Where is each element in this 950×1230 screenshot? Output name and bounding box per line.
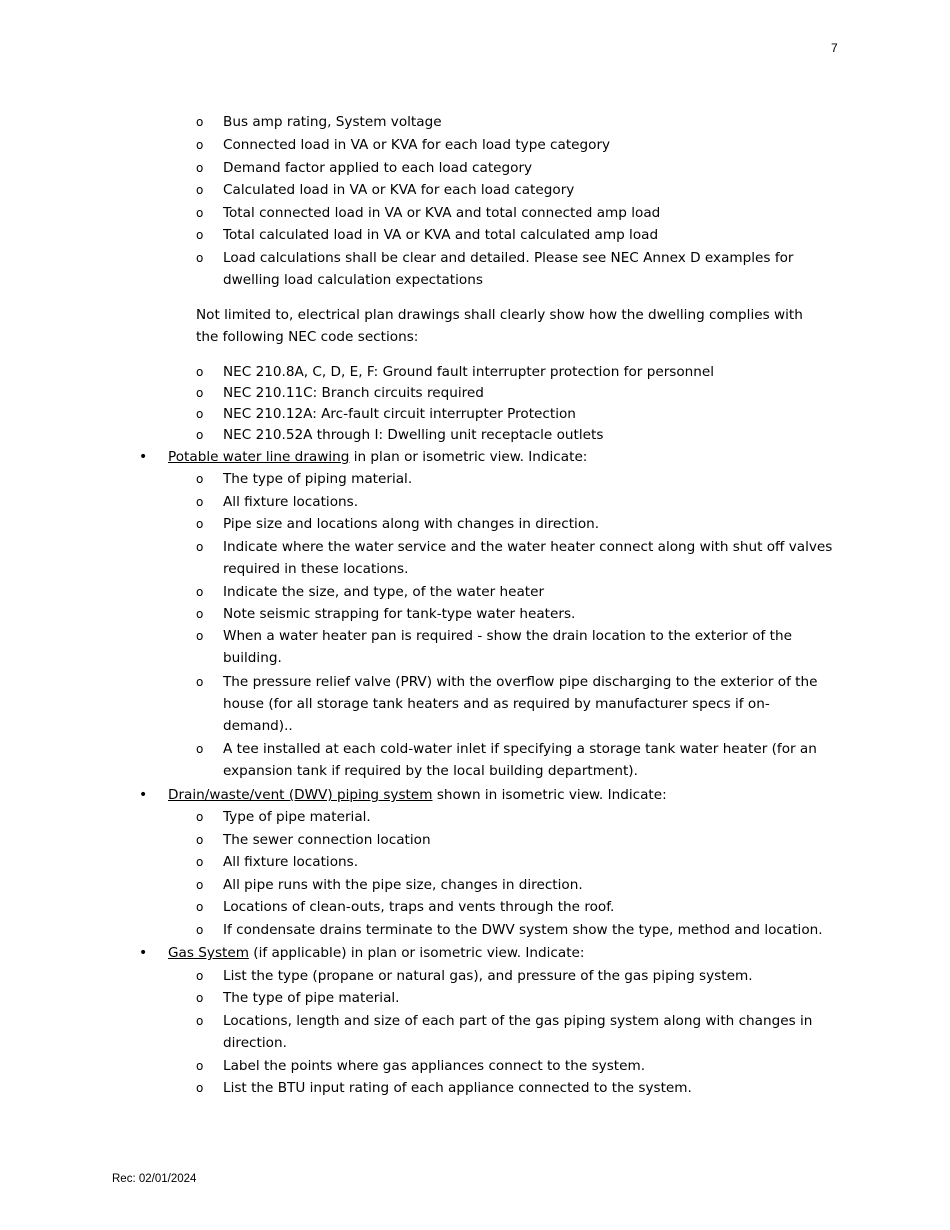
section-title: Gas System xyxy=(168,945,249,961)
list-item: o Load calculations shall be clear and detailed. Please see NEC Annex D examples for dwelling load calculation expectations xyxy=(223,247,835,291)
list-item: o Total calculated load in VA or KVA and total calculated amp load xyxy=(223,224,835,246)
list-item: o Indicate where the water service and the water heater connect along with shut off valves required in these locations. xyxy=(223,536,835,580)
list-item: o Label the points where gas appliances connect to the system. xyxy=(223,1055,835,1077)
list-item: o Bus amp rating, System voltage xyxy=(223,111,835,133)
bullet-dwv xyxy=(168,784,836,806)
list-item: o Pipe size and locations along with changes in direction. xyxy=(223,513,835,535)
list-item: o Demand factor applied to each load category xyxy=(223,157,835,179)
list-item: o The sewer connection location xyxy=(223,829,835,851)
list-item: o When a water heater pan is required - show the drain location to the exterior of the building. xyxy=(223,625,835,669)
footer-rec-date: Rec: 02/01/2024 xyxy=(112,1173,197,1185)
section-suffix: in plan or isometric view. Indicate: xyxy=(349,449,588,465)
bullet-potable-water xyxy=(168,446,836,468)
electrical-paragraph: Not limited to, electrical plan drawings shall clearly show how the dwelling complies with the following NEC code sections: xyxy=(196,307,803,345)
list-item: o NEC 210.11C: Branch circuits required xyxy=(223,382,835,404)
list-item: o All fixture locations. xyxy=(223,851,835,873)
section-suffix: shown in isometric view. Indicate: xyxy=(432,787,667,803)
list-item: o Indicate the size, and type, of the water heater xyxy=(223,581,835,603)
list-item: o NEC 210.52A through I: Dwelling unit receptacle outlets xyxy=(223,424,835,446)
list-item: o All fixture locations. xyxy=(223,491,835,513)
list-item: o The pressure relief valve (PRV) with the overflow pipe discharging to the exterior of the house (for all storage tank heaters and as required by manufacturer specs if on-demand).. xyxy=(223,671,835,737)
section-title: Drain/waste/vent (DWV) piping system xyxy=(168,787,433,803)
list-item: o NEC 210.8A, C, D, E, F: Ground fault interrupter protection for personnel xyxy=(223,361,835,383)
section-title: Potable water line drawing xyxy=(168,449,350,465)
list-item: o Calculated load in VA or KVA for each load category xyxy=(223,179,835,201)
list-item: o The type of pipe material. xyxy=(223,987,835,1009)
list-item: o All pipe runs with the pipe size, changes in direction. xyxy=(223,874,835,896)
list-item: o Note seismic strapping for tank-type water heaters. xyxy=(223,603,835,625)
list-item: o Locations of clean-outs, traps and vents through the roof. xyxy=(223,896,835,918)
list-item: o List the type (propane or natural gas), and pressure of the gas piping system. xyxy=(223,965,835,987)
list-item: o If condensate drains terminate to the DWV system show the type, method and location. xyxy=(223,919,835,941)
list-item: o Type of pipe material. xyxy=(223,806,835,828)
list-item: o List the BTU input rating of each appliance connected to the system. xyxy=(223,1077,835,1099)
section-suffix: (if applicable) in plan or isometric view. Indicate: xyxy=(248,945,585,961)
list-item: o NEC 210.12A: Arc-fault circuit interrupter Protection xyxy=(223,403,835,425)
bullet-gas xyxy=(168,942,836,964)
list-item: o A tee installed at each cold-water inlet if specifying a storage tank water heater (for an expansion tank if required by the local building department). xyxy=(223,738,835,782)
list-item: o Total connected load in VA or KVA and total connected amp load xyxy=(223,202,835,224)
list-item: o Locations, length and size of each part of the gas piping system along with changes in direction. xyxy=(223,1010,835,1054)
list-item: o The type of piping material. xyxy=(223,468,835,490)
list-item: o Connected load in VA or KVA for each load type category xyxy=(223,134,835,156)
page-number: 7 xyxy=(831,41,838,55)
